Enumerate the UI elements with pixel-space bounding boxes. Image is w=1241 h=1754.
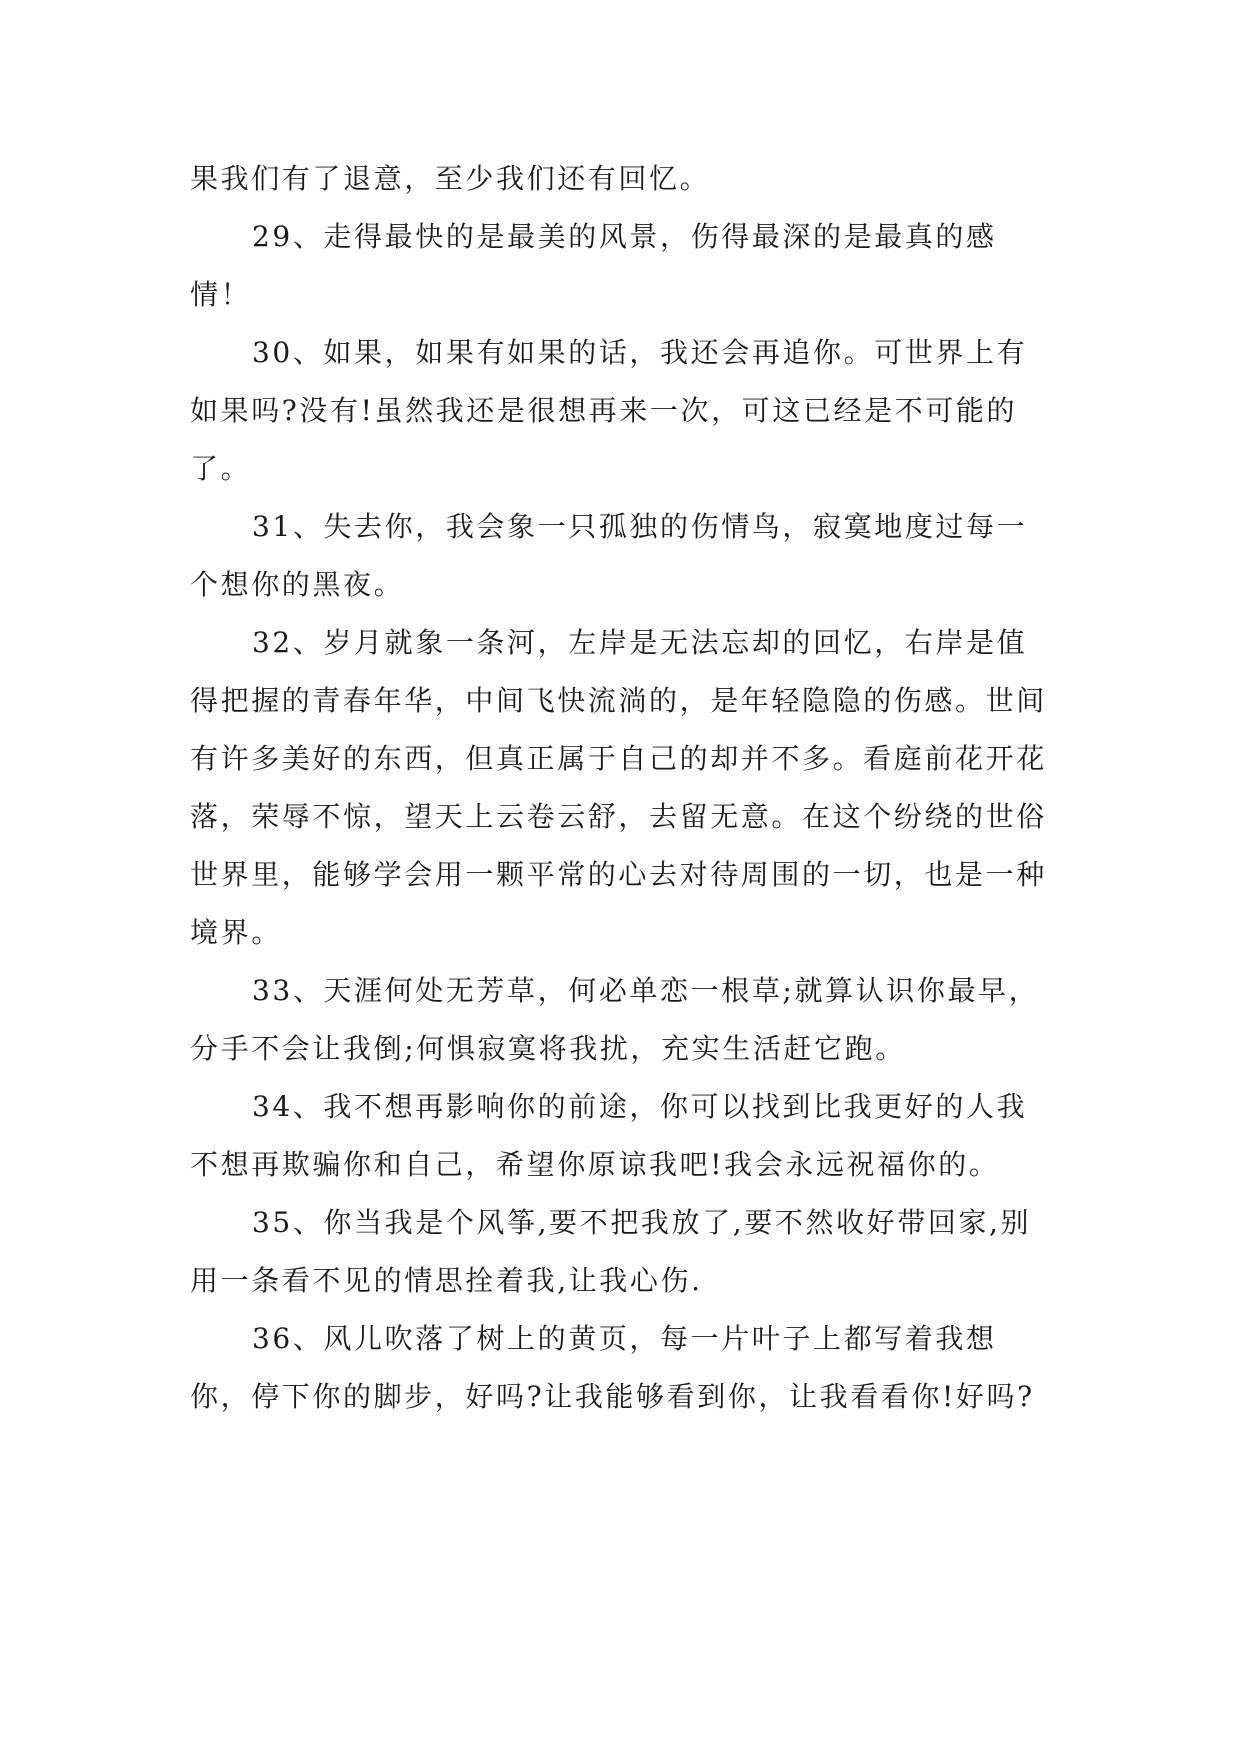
paragraph-29: 29、走得最快的是最美的风景，伤得最深的是最真的感情！ — [190, 220, 997, 311]
paragraph-33: 33、天涯何处无芳草，何必单恋一根草;就算认识你最早，分手不会让我倒;何惧寂寞将我扰，充实生活赶它跑。 — [190, 974, 1040, 1065]
paragraph-35: 35、你当我是个风筝,要不把我放了,要不然收好带回家,别用一条看不见的情思拴着我,让我心伤. — [190, 1206, 1032, 1297]
paragraph-31: 31、失去你，我会象一只孤独的伤情鸟，寂寞地度过每一个想你的黑夜。 — [190, 510, 1028, 601]
paragraph-30: 30、如果，如果有如果的话，我还会再追你。可世界上有如果吗?没有!虽然我还是很想再来一次，可这已经是不可能的了。 — [190, 336, 1028, 485]
paragraph-36: 36、风儿吹落了树上的黄页，每一片叶子上都写着我想你，停下你的脚步，好吗?让我能够看到你，让我看看你!好吗? — [190, 1322, 1035, 1413]
paragraph-32: 32、岁月就象一条河，左岸是无法忘却的回忆，右岸是值得把握的青春年华，中间飞快流淌的，是年轻隐隐的伤感。世间有许多美好的东西，但真正属于自己的却并不多。看庭前花开花落，荣辱不惊，望天上云卷云舒，去留无意。在这个纷绕的世俗世界里，能够学会用一颗平常的心去对待周围的一切，也是一种境界。 — [190, 626, 1047, 949]
paragraph-34: 34、我不想再影响你的前途，你可以找到比我更好的人我不想再欺骗你和自己，希望你原谅我吧!我会永远祝福你的。 — [190, 1090, 1028, 1181]
document-page — [190, 150, 1052, 1426]
paragraph-continuation: 果我们有了退意，至少我们还有回忆。 — [190, 162, 711, 195]
